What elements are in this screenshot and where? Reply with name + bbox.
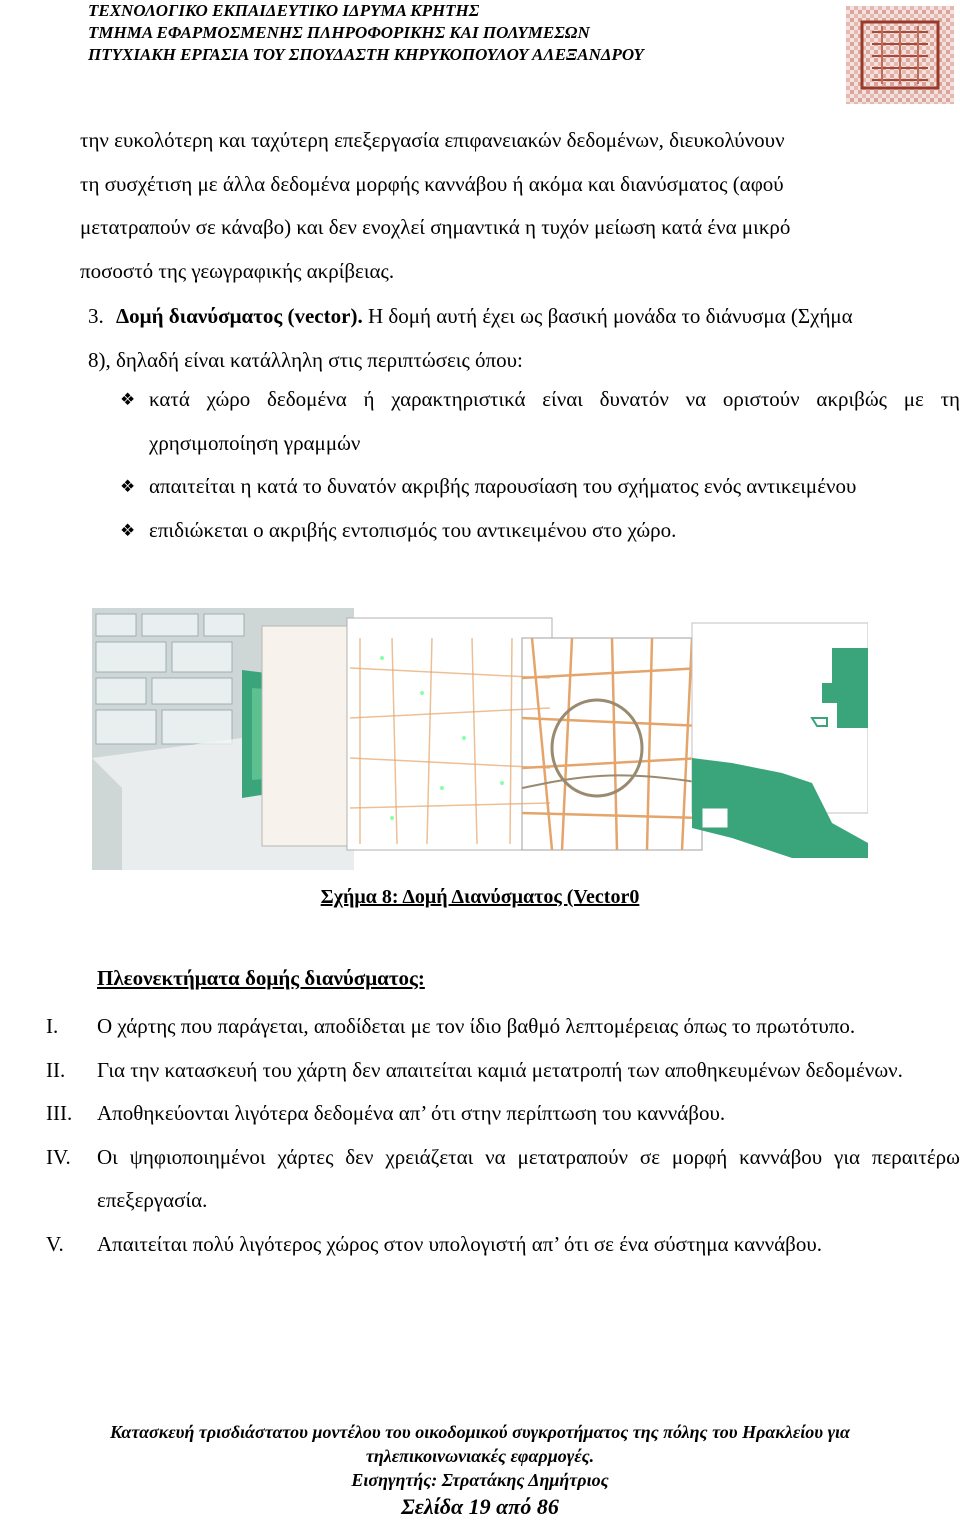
header-department: ΤΜΗΜΑ ΕΦΑΡΜΟΣΜΕΝΗΣ ΠΛΗΡΟΦΟΡΙΚΗΣ ΚΑΙ ΠΟΛΥΜΕΣΩΝ — [88, 23, 590, 42]
bullet-list — [120, 378, 960, 552]
document-footer — [0, 1420, 960, 1522]
item-number: 3. — [88, 304, 104, 328]
page-number: Σελίδα 19 από 86 — [401, 1494, 559, 1519]
list-item — [46, 1049, 960, 1093]
item-text: Η δομή αυτή έχει ως βασική μονάδα το διάνυσμα (Σχήμα — [362, 304, 853, 328]
intro-line: ποσοστό της γεωγραφικής ακρίβειας. — [80, 258, 395, 283]
list-item-text: Για την κατασκευή του χάρτη δεν απαιτείται καμιά μετατροπή των αποθηκευμένων δεδομένων. — [97, 1057, 903, 1082]
diamond-bullet-icon: ❖ — [120, 477, 136, 496]
list-item-text: κατά χώρο δεδομένα ή χαρακτηριστικά είναι δυνατόν να οριστούν ακριβώς με τη χρησιμοποίηση γραμμών — [149, 387, 960, 455]
list-item-text: Απαιτείται πολύ λιγότερος χώρος στον υπολογιστή απ’ ότι σε ένα σύστημα καννάβου. — [97, 1231, 822, 1256]
vector-structure-figure — [92, 608, 868, 870]
intro-line: μετατραπούν σε κάναβο) και δεν ενοχλεί σημαντικά η τυχόν μείωση κατά ένα μικρό — [80, 215, 791, 239]
numbered-item-3 — [80, 295, 960, 382]
list-item-number: II. — [46, 1057, 66, 1082]
list-item-text: Αποθηκεύονται λιγότερα δεδομένα απ’ ότι στην περίπτωση του καννάβου. — [97, 1101, 726, 1125]
footer-thesis-title: Κατασκευή τρισδιάστατου μοντέλου του οικοδομικού συγκροτήματος της πόλης του Ηρακλείου για — [109, 1422, 851, 1442]
intro-line: την ευκολότερη και ταχύτερη επεξεργασία επιφανειακών δεδομένων, διευκολύνουν — [80, 128, 785, 152]
list-item-number: V. — [46, 1231, 64, 1256]
item-text-continued: 8), δηλαδή είναι κατάλληλη στις περιπτώσεις όπου: — [88, 347, 523, 372]
list-item — [120, 378, 960, 465]
list-item-number: IV. — [46, 1144, 71, 1169]
document-header — [88, 0, 788, 66]
list-item-text: Ο χάρτης που παράγεται, αποδίδεται με τον ίδιο βαθμό λεπτομέρειας όπως το πρωτότυπο. — [97, 1014, 856, 1038]
intro-paragraph — [80, 119, 960, 293]
list-item — [120, 465, 960, 509]
list-item-number: III. — [46, 1101, 73, 1125]
list-item — [120, 509, 960, 553]
item-title: Δομή διανύσματος (vector). — [116, 304, 363, 328]
list-item — [46, 1092, 960, 1136]
list-item-text: επιδιώκεται ο ακριβής εντοπισμός του αντικειμένου στο χώρο. — [149, 517, 677, 542]
header-institution: ΤΕΧΝΟΛΟΓΙΚΟ ΕΚΠΑΙΔΕΥΤΙΚΟ ΙΔΡΥΜΑ ΚΡΗΤΗΣ — [88, 1, 480, 20]
list-item-text: απαιτείται η κατά το δυνατόν ακριβής παρουσίαση του σχήματος ενός αντικειμένου — [149, 474, 857, 498]
list-item — [46, 1136, 960, 1223]
list-item-text: Οι ψηφιοποιημένοι χάρτες δεν χρειάζεται να μετατραπούν σε μορφή καννάβου για περαιτέρω επεξεργασία. — [97, 1144, 960, 1212]
footer-thesis-title-cont: τηλεπικοινωνιακές εφαρμογές. — [365, 1446, 595, 1466]
advantages-heading: Πλεονεκτήματα δομής διανύσματος: — [97, 966, 425, 990]
intro-line: τη συσχέτιση με άλλα δεδομένα μορφής καννάβου ή ακόμα και διανύσματος (αφού — [80, 171, 784, 196]
map-panel-roads — [262, 618, 702, 850]
list-item — [46, 1223, 960, 1267]
figure-caption: Σχήμα 8: Δομή Διανύσματος (Vector0 — [320, 886, 640, 908]
diamond-bullet-icon: ❖ — [120, 390, 136, 409]
map-panel-polygons — [692, 623, 868, 858]
list-item-number: I. — [46, 1014, 59, 1038]
diamond-bullet-icon: ❖ — [120, 520, 136, 540]
header-thesis-author: ΠΤΥΧΙΑΚΗ ΕΡΓΑΣΙΑ ΤΟΥ ΣΠΟΥΔΑΣΤΗ ΚΗΡΥΚΟΠΟΥΛΟΥ ΑΛΕΞΑΝΔΡΟΥ — [88, 45, 644, 64]
institution-seal-icon — [842, 2, 958, 108]
footer-supervisor: Εισηγητής: Στρατάκης Δημήτριος — [351, 1470, 609, 1490]
advantages-list — [46, 1005, 960, 1266]
list-item — [46, 1005, 960, 1049]
